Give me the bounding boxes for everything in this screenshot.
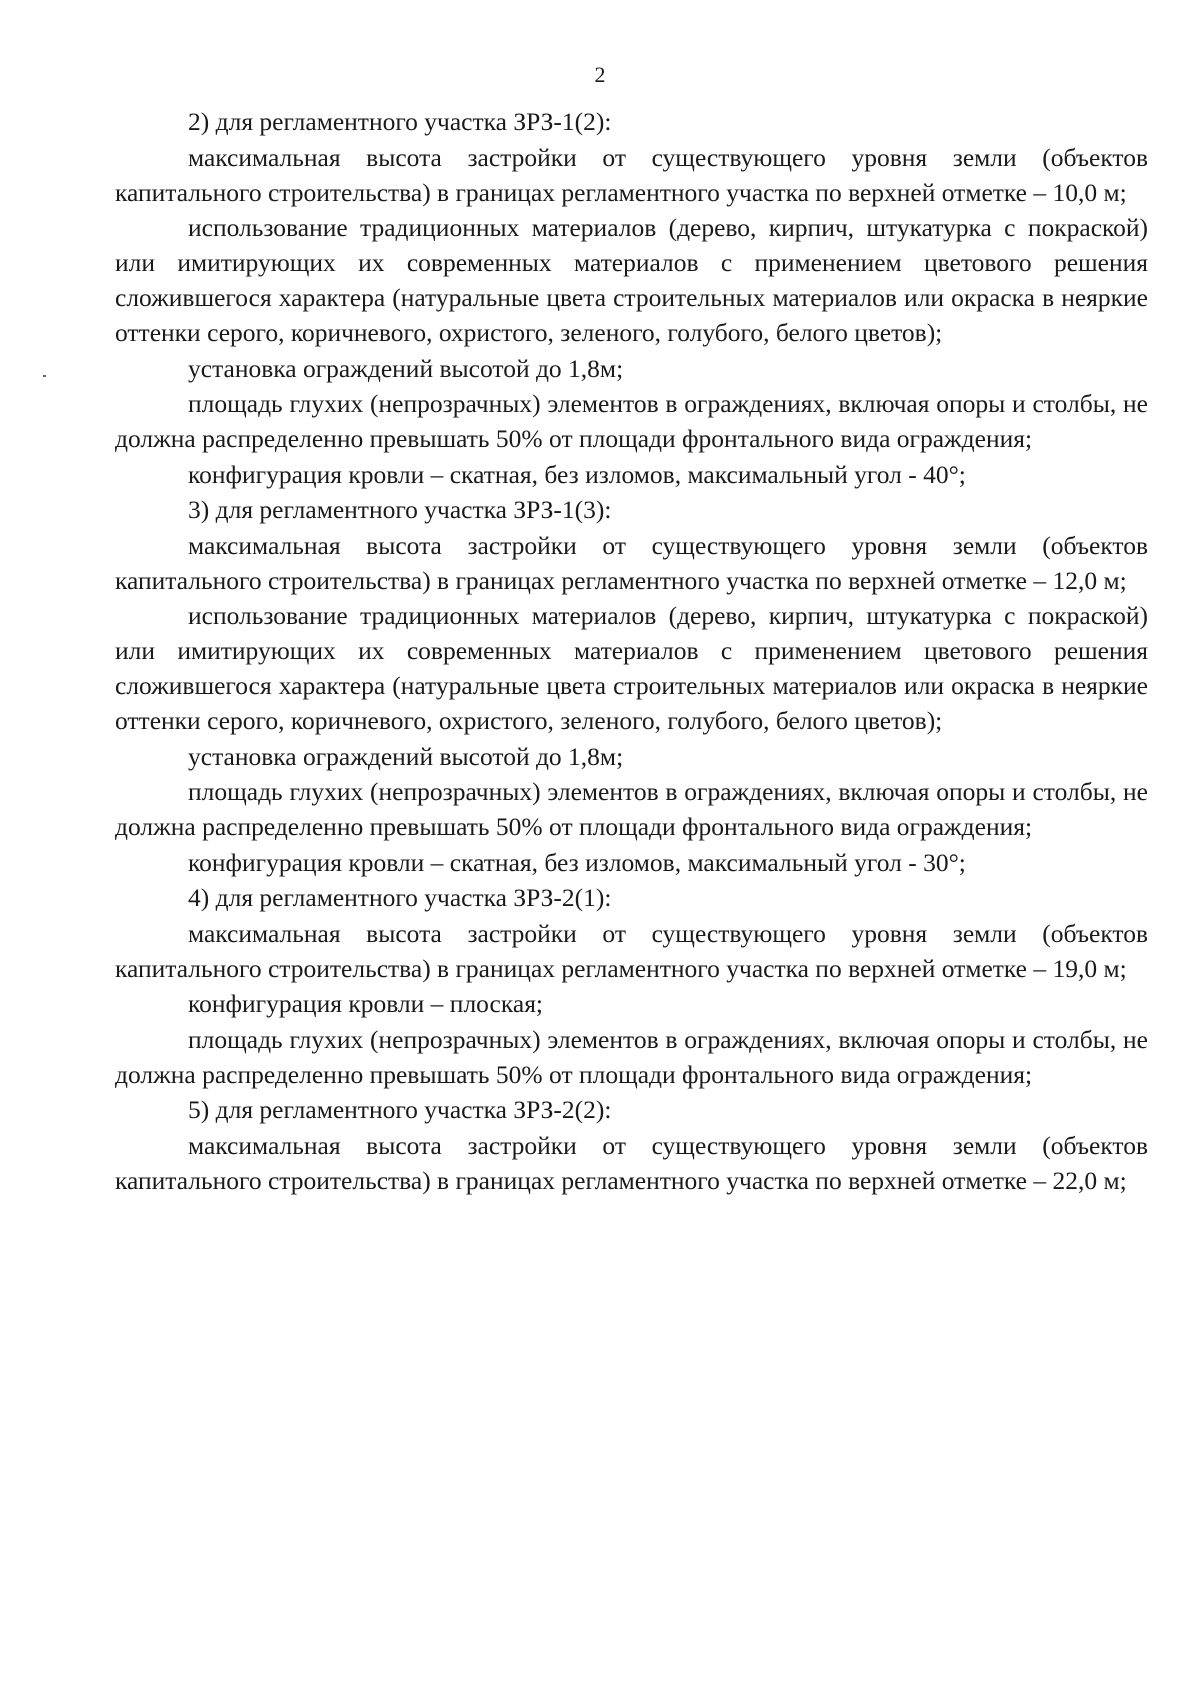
paragraph: максимальная высота застройки от существующего уровня земли (объектов капитального строительства) в границах регламентного участка по верхней отметке – 22,0 м; xyxy=(115,1130,1148,1195)
section-heading: 2) для регламентного участка ЗРЗ-1(2): xyxy=(188,107,612,136)
paragraph: максимальная высота застройки от существующего уровня земли (объектов капитального строительства) в границах регламентного участка по верхней отметке – 19,0 м; xyxy=(115,918,1148,983)
section-heading: 3) для регламентного участка ЗРЗ-1(3): xyxy=(188,495,612,524)
section-heading: 5) для регламентного участка ЗРЗ-2(2): xyxy=(188,1095,612,1124)
paragraph: максимальная высота застройки от существующего уровня земли (объектов капитального строительства) в границах регламентного участка по верхней отметке – 10,0 м; xyxy=(115,142,1148,207)
page-number: 2 xyxy=(594,62,606,87)
paragraph: площадь глухих (непрозрачных) элементов в ограждениях, включая опоры и столбы, не должна распределенно превышать 50% от площади фронтального вида ограждения; xyxy=(115,389,1148,453)
paragraph: площадь глухих (непрозрачных) элементов в ограждениях, включая опоры и столбы, не должна распределенно превышать 50% от площади фронтального вида ограждения; xyxy=(115,777,1148,841)
document-body xyxy=(115,104,1148,1198)
paragraph: конфигурация кровли – плоская; xyxy=(188,989,544,1018)
paragraph: использование традиционных материалов (дерево, кирпич, штукатурка с покраской) или имитирующих их современных материалов с применением цветового решения сложившегося характера (натуральные цвета строительных материалов или окраска в неяркие оттенки серого, коричневого, охристого, зеленого, голубого, белого цветов); xyxy=(115,213,1148,347)
paragraph: конфигурация кровли – скатная, без изломов, максимальный угол - 40°; xyxy=(188,459,966,489)
section-heading: 4) для регламентного участка ЗРЗ-2(1): xyxy=(188,883,612,912)
paragraph: использование традиционных материалов (дерево, кирпич, штукатурка с покраской) или имитирующих их современных материалов с применением цветового решения сложившегося характера (натуральные цвета строительных материалов или окраска в неяркие оттенки серого, коричневого, охристого, зеленого, голубого, белого цветов); xyxy=(115,601,1148,735)
paragraph: установка ограждений высотой до 1,8м; xyxy=(188,353,624,383)
paragraph: конфигурация кровли – скатная, без изломов, максимальный угол - 30°; xyxy=(188,847,966,877)
scan-speck xyxy=(43,375,46,377)
paragraph: площадь глухих (непрозрачных) элементов в ограждениях, включая опоры и столбы, не должна распределенно превышать 50% от площади фронтального вида ограждения; xyxy=(115,1024,1148,1089)
paragraph: установка ограждений высотой до 1,8м; xyxy=(188,741,624,771)
paragraph: максимальная высота застройки от существующего уровня земли (объектов капитального строительства) в границах регламентного участка по верхней отметке – 12,0 м; xyxy=(115,530,1148,595)
